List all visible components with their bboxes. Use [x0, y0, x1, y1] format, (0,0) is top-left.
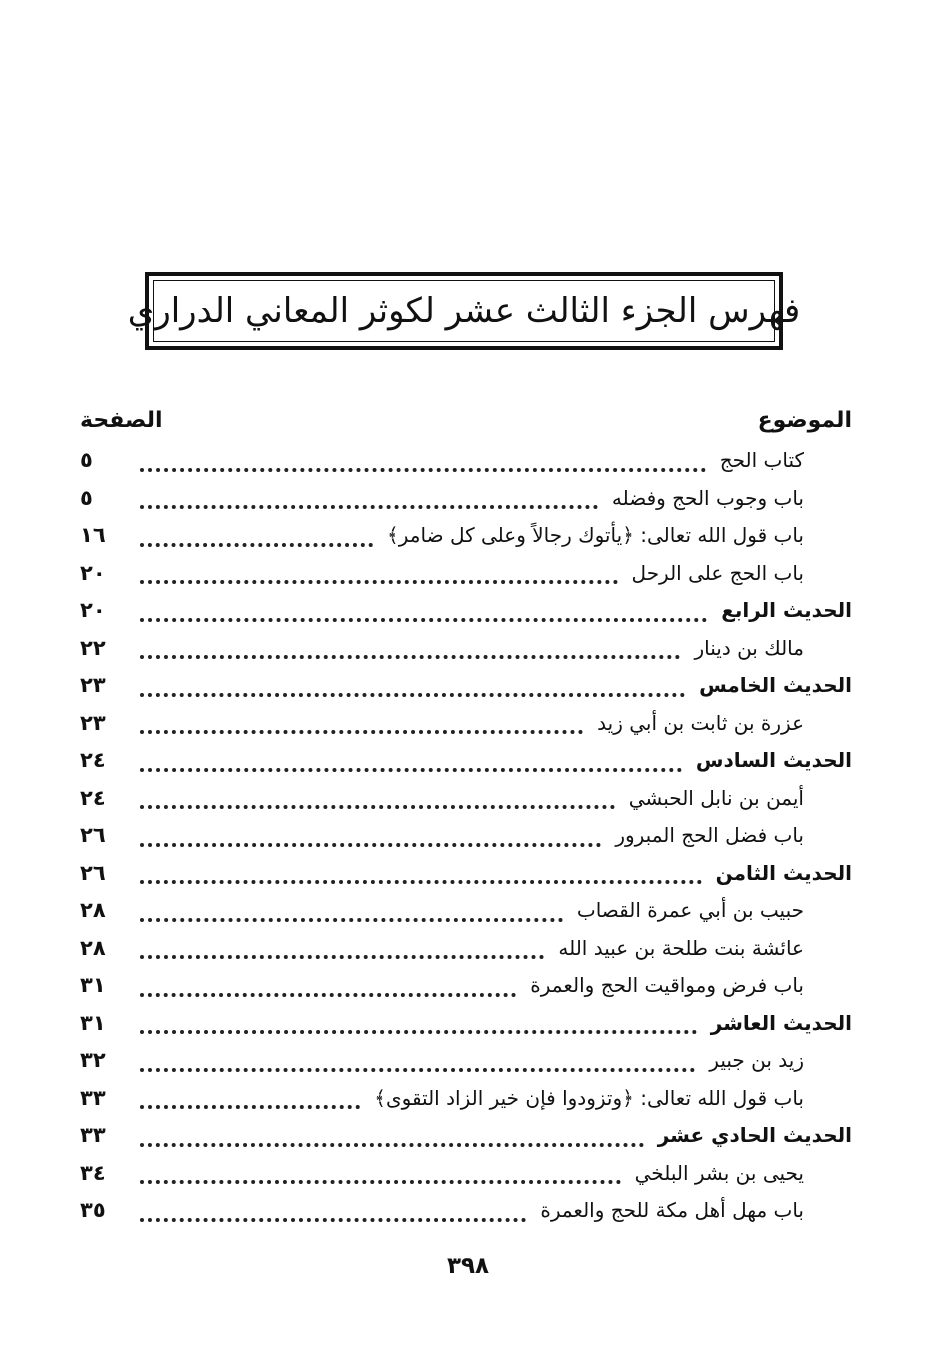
toc-entry-title: الحديث السادس — [695, 748, 852, 772]
topic-column-header: الموضوع — [757, 407, 852, 433]
toc-entry-page: ٢٢ — [80, 635, 106, 660]
toc-entry-page: ٣٤ — [80, 1160, 106, 1185]
toc-entry-title: عائشة بنت طلحة بن عبيد الله — [558, 935, 804, 960]
toc-entry-title: زيد بن جبير — [709, 1048, 804, 1072]
toc-entry-title: باب مهل أهل مكة للحج والعمرة — [540, 1198, 804, 1222]
dot-leader — [140, 983, 516, 997]
dot-leader — [140, 908, 563, 922]
toc-entry-page: ٢٦ — [80, 860, 106, 885]
toc-entry-title: الحديث الحادي عشر — [657, 1123, 852, 1147]
toc-entry — [80, 1192, 852, 1230]
toc-entry — [80, 780, 852, 818]
dot-leader — [140, 1095, 360, 1109]
toc-entry — [80, 967, 852, 1005]
toc-entry-title: باب قول الله تعالى: ﴿يأتوك رجالاً وعلى كل ضامر﴾ — [387, 523, 804, 547]
toc-entry — [80, 517, 852, 555]
toc-entry-page: ٢٨ — [80, 898, 106, 922]
column-headers — [80, 402, 852, 438]
dot-leader — [140, 1170, 621, 1184]
toc-entry — [80, 1117, 852, 1155]
dot-leader — [140, 870, 702, 884]
toc-entry-title: باب فرض ومواقيت الحج والعمرة — [530, 973, 804, 997]
toc-entry-title: كتاب الحج — [719, 448, 804, 472]
page-column-header: الصفحة — [80, 407, 163, 433]
dot-leader — [140, 1133, 644, 1147]
page-title: فهرس الجزء الثالث عشر لكوثر المعاني الدراري — [127, 291, 801, 331]
toc-entry-page: ٣٣ — [80, 1123, 106, 1147]
dot-leader — [140, 645, 680, 659]
toc-entry — [80, 892, 852, 930]
dot-leader — [140, 683, 685, 697]
toc-entry — [80, 855, 852, 893]
toc-entry-title: أيمن بن نابل الحبشي — [628, 785, 804, 810]
dot-leader — [140, 758, 682, 772]
toc-entry — [80, 555, 852, 593]
dot-leader — [140, 495, 598, 509]
dot-leader — [140, 1058, 695, 1072]
toc-entry — [80, 1005, 852, 1043]
toc-entry-title: يحيى بن بشر البلخي — [634, 1160, 804, 1185]
table-of-contents — [80, 442, 852, 1230]
toc-entry-page: ٣٣ — [80, 1085, 106, 1110]
toc-entry-title: الحديث الخامس — [699, 673, 852, 697]
toc-entry-title: مالك بن دينار — [694, 635, 804, 660]
toc-entry — [80, 592, 852, 630]
toc-entry — [80, 1155, 852, 1193]
toc-entry — [80, 705, 852, 743]
toc-entry-page: ١٦ — [80, 523, 106, 547]
dot-leader — [140, 1208, 526, 1222]
toc-entry — [80, 630, 852, 668]
dot-leader — [140, 570, 618, 584]
toc-entry — [80, 1042, 852, 1080]
toc-entry-page: ٥ — [80, 448, 93, 472]
toc-entry-page: ٢٤ — [80, 785, 106, 810]
dot-leader — [140, 608, 707, 622]
dot-leader — [140, 1020, 697, 1034]
toc-entry-page: ٣١ — [80, 1010, 106, 1035]
toc-entry — [80, 667, 852, 705]
toc-entry-title: الحديث الثامن — [715, 860, 852, 885]
dot-leader — [140, 533, 373, 547]
toc-entry-page: ٢٠ — [80, 598, 106, 622]
toc-entry — [80, 1080, 852, 1118]
toc-entry-page: ٢٣ — [80, 710, 106, 735]
toc-entry-page: ٣٢ — [80, 1048, 106, 1072]
dot-leader — [140, 720, 583, 734]
toc-entry-page: ٢٦ — [80, 823, 106, 847]
toc-entry-title: الحديث العاشر — [710, 1010, 852, 1035]
toc-entry-title: باب الحج على الرحل — [631, 560, 804, 585]
toc-entry-page: ٥ — [80, 485, 93, 510]
toc-entry — [80, 742, 852, 780]
toc-entry-title: عزرة بن ثابت بن أبي زيد — [597, 710, 804, 735]
index-title-box — [127, 272, 801, 350]
dot-leader — [140, 833, 601, 847]
toc-entry — [80, 480, 852, 518]
toc-entry-page: ٣١ — [80, 973, 106, 997]
dot-leader — [140, 945, 544, 959]
toc-entry — [80, 930, 852, 968]
toc-entry-title: باب وجوب الحج وفضله — [611, 485, 804, 510]
toc-entry-title: باب قول الله تعالى: ﴿وتزودوا فإن خير الزاد التقوى﴾ — [374, 1085, 804, 1110]
toc-entry-page: ٣٥ — [80, 1198, 106, 1222]
page-number: ٣٩٨ — [446, 1253, 490, 1279]
toc-entry-page: ٢٨ — [80, 935, 106, 960]
toc-entry-page: ٢٠ — [80, 560, 106, 585]
dot-leader — [140, 458, 706, 472]
toc-entry-page: ٢٣ — [80, 673, 106, 697]
toc-entry-page: ٢٤ — [80, 748, 106, 772]
toc-entry-title: باب فضل الحج المبرور — [615, 823, 804, 847]
toc-entry — [80, 817, 852, 855]
dot-leader — [140, 795, 615, 809]
toc-entry-title: حبيب بن أبي عمرة القصاب — [576, 898, 804, 922]
toc-entry — [80, 442, 852, 480]
toc-entry-title: الحديث الرابع — [721, 598, 852, 622]
